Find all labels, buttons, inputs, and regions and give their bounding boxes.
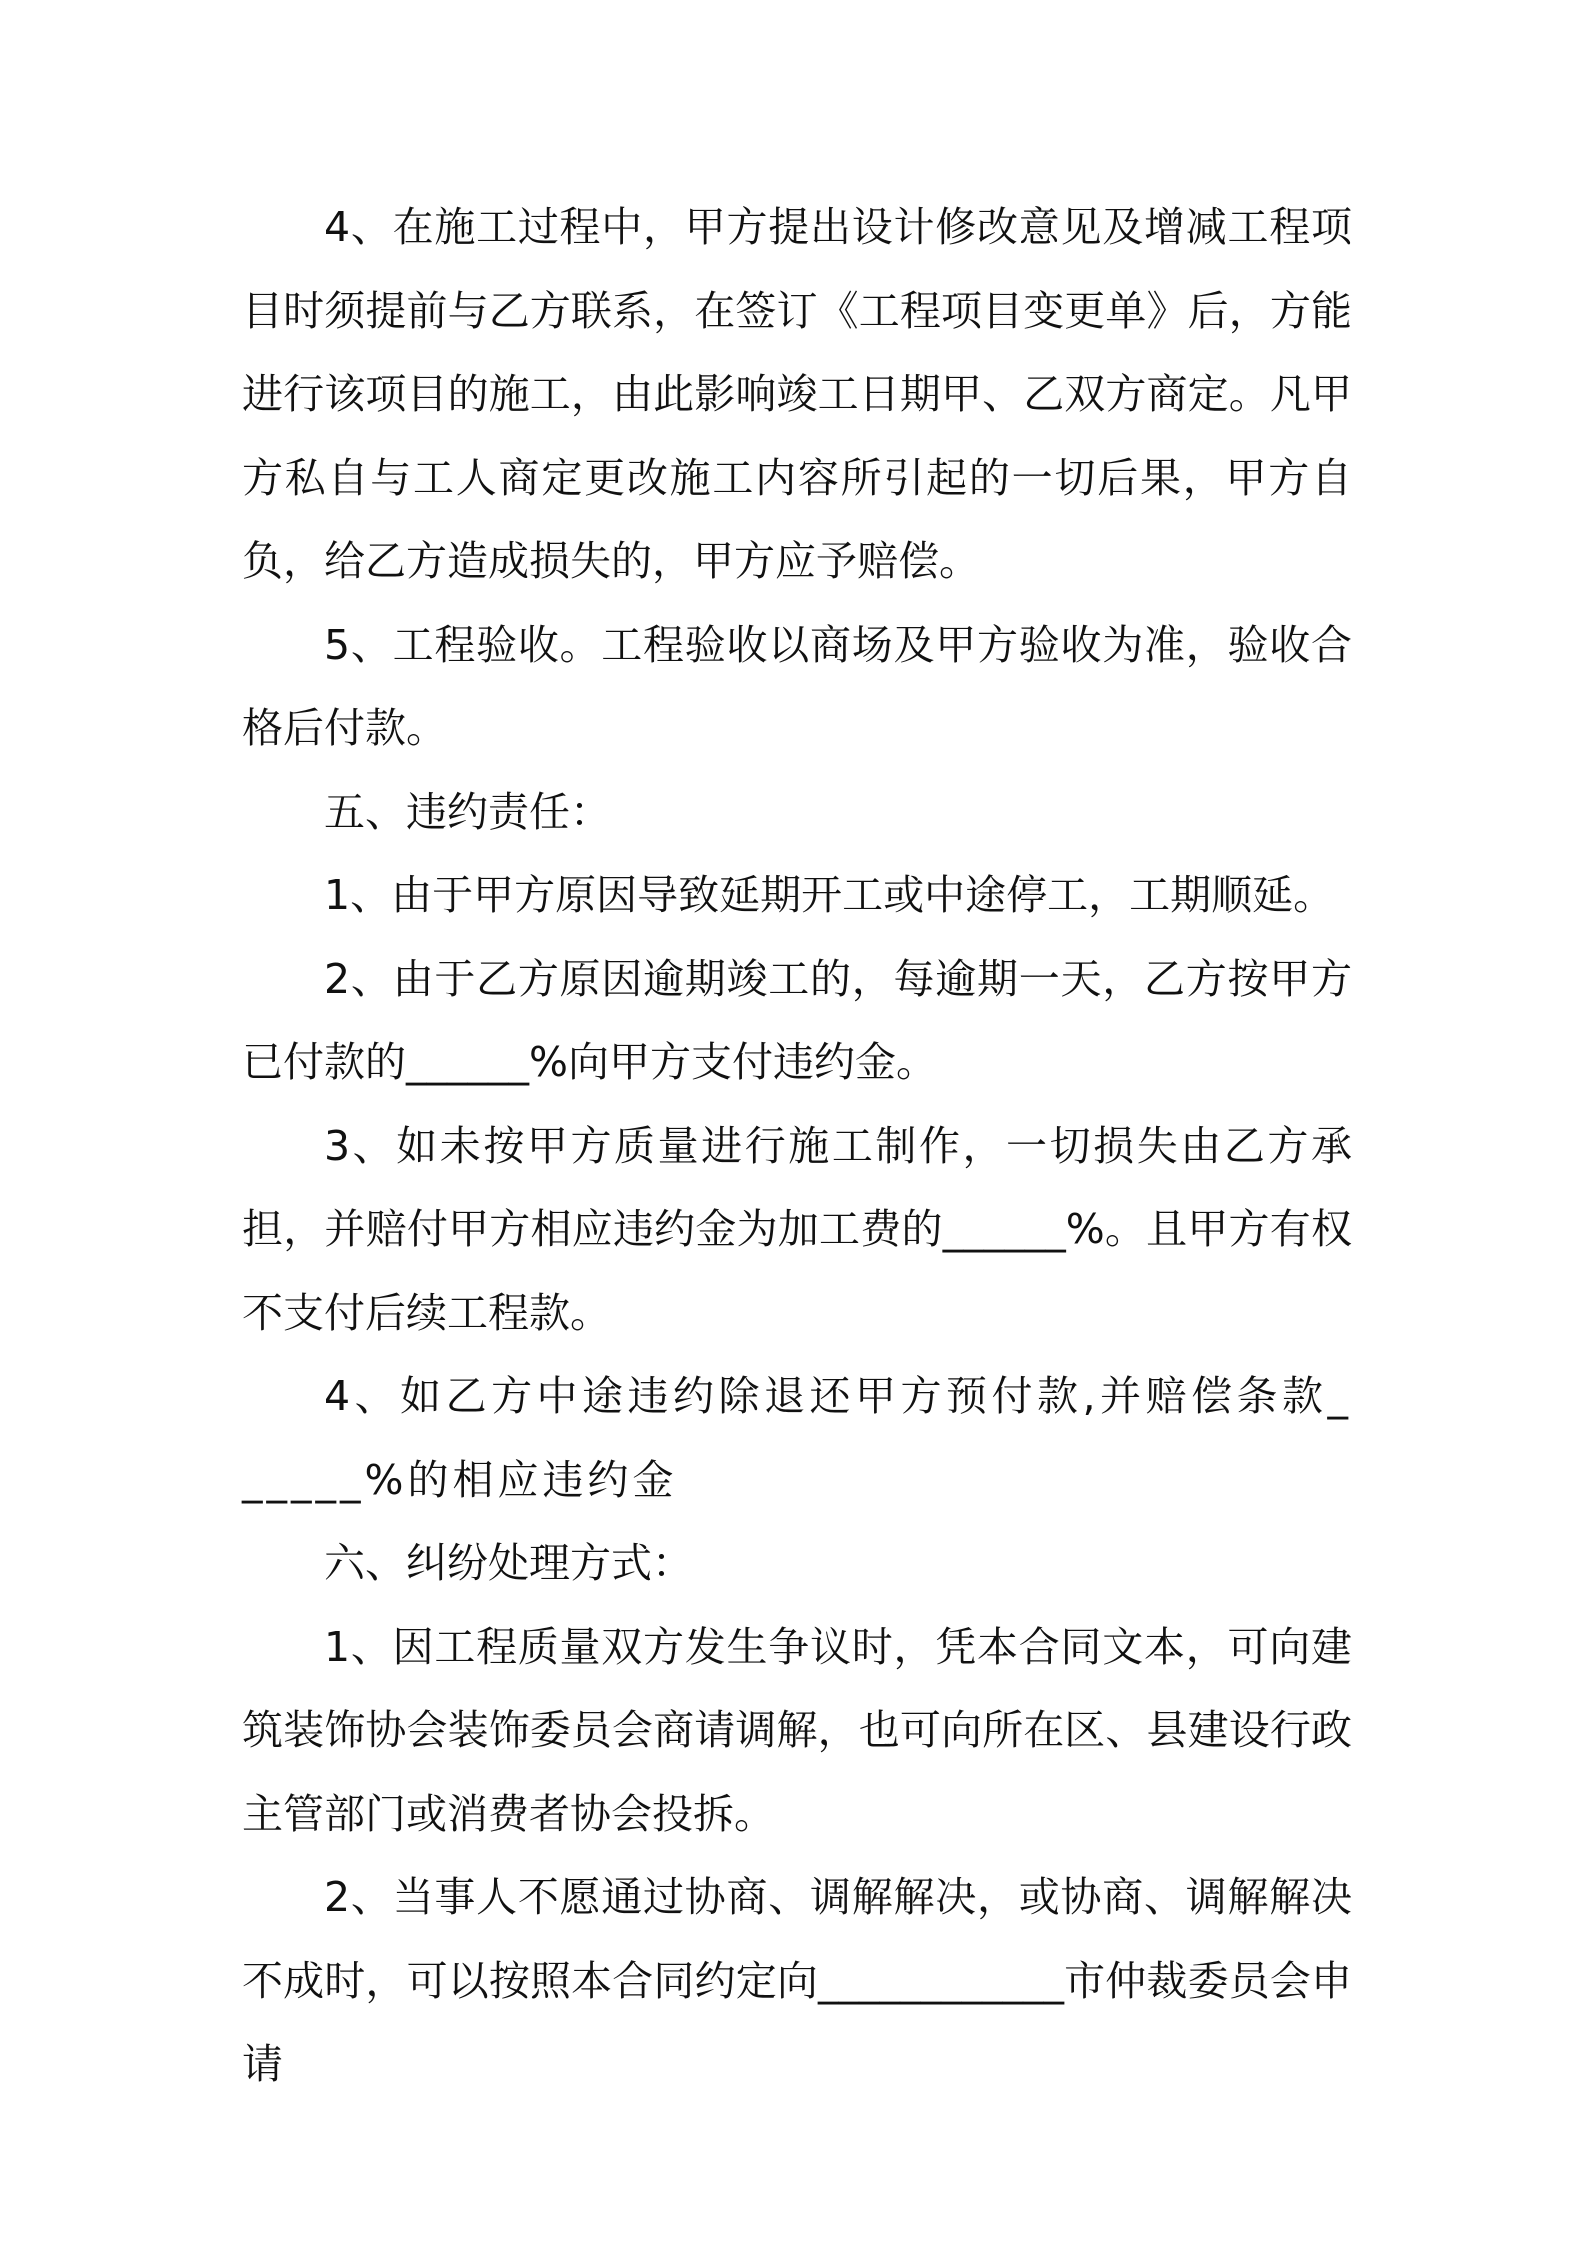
breach-clause-4: 4、如乙方中途违约除退还甲方预付款,并赔偿条款______%的相应违约金 <box>242 1372 1352 1504</box>
clause-4-design-changes: 4、在施工过程中，甲方提出设计修改意见及增减工程项目时须提前与乙方联系，在签订《工程项目变更单》后，方能进行该项目的施工，由此影响竣工日期甲、乙双方商定。凡甲方私自与工人商定更改施工内容所引起的一切后果，甲方自负，给乙方造成损失的，甲方应予赔偿。 <box>242 203 1352 585</box>
document-body <box>242 186 1352 2107</box>
dispute-clause-1: 1、因工程质量双方发生争议时，凭本合同文本，可向建筑装饰协会装饰委员会商请调解，也可向所在区、县建设行政主管部门或消费者协会投拆。 <box>242 1622 1352 1838</box>
breach-clause-1: 1、由于甲方原因导致延期开工或中途停工，工期顺延。 <box>324 871 1335 919</box>
clause-5-acceptance: 5、工程验收。工程验收以商场及甲方验收为准，验收合格后付款。 <box>242 620 1352 752</box>
breach-clause-3: 3、如未按甲方质量进行施工制作，一切损失由乙方承担，并赔付甲方相应违约金为加工费的______%。且甲方有权不支付后续工程款。 <box>242 1121 1352 1337</box>
breach-clause-2: 2、由于乙方原因逾期竣工的，每逾期一天，乙方按甲方已付款的______%向甲方支付违约金。 <box>242 954 1352 1086</box>
section-5-heading: 五、违约责任： <box>324 787 611 836</box>
dispute-clause-2: 2、当事人不愿通过协商、调解解决，或协商、调解解决不成时，可以按照本合同约定向____________市仲裁委员会申请 <box>242 1873 1352 2088</box>
section-6-heading: 六、纠纷处理方式： <box>324 1539 693 1587</box>
